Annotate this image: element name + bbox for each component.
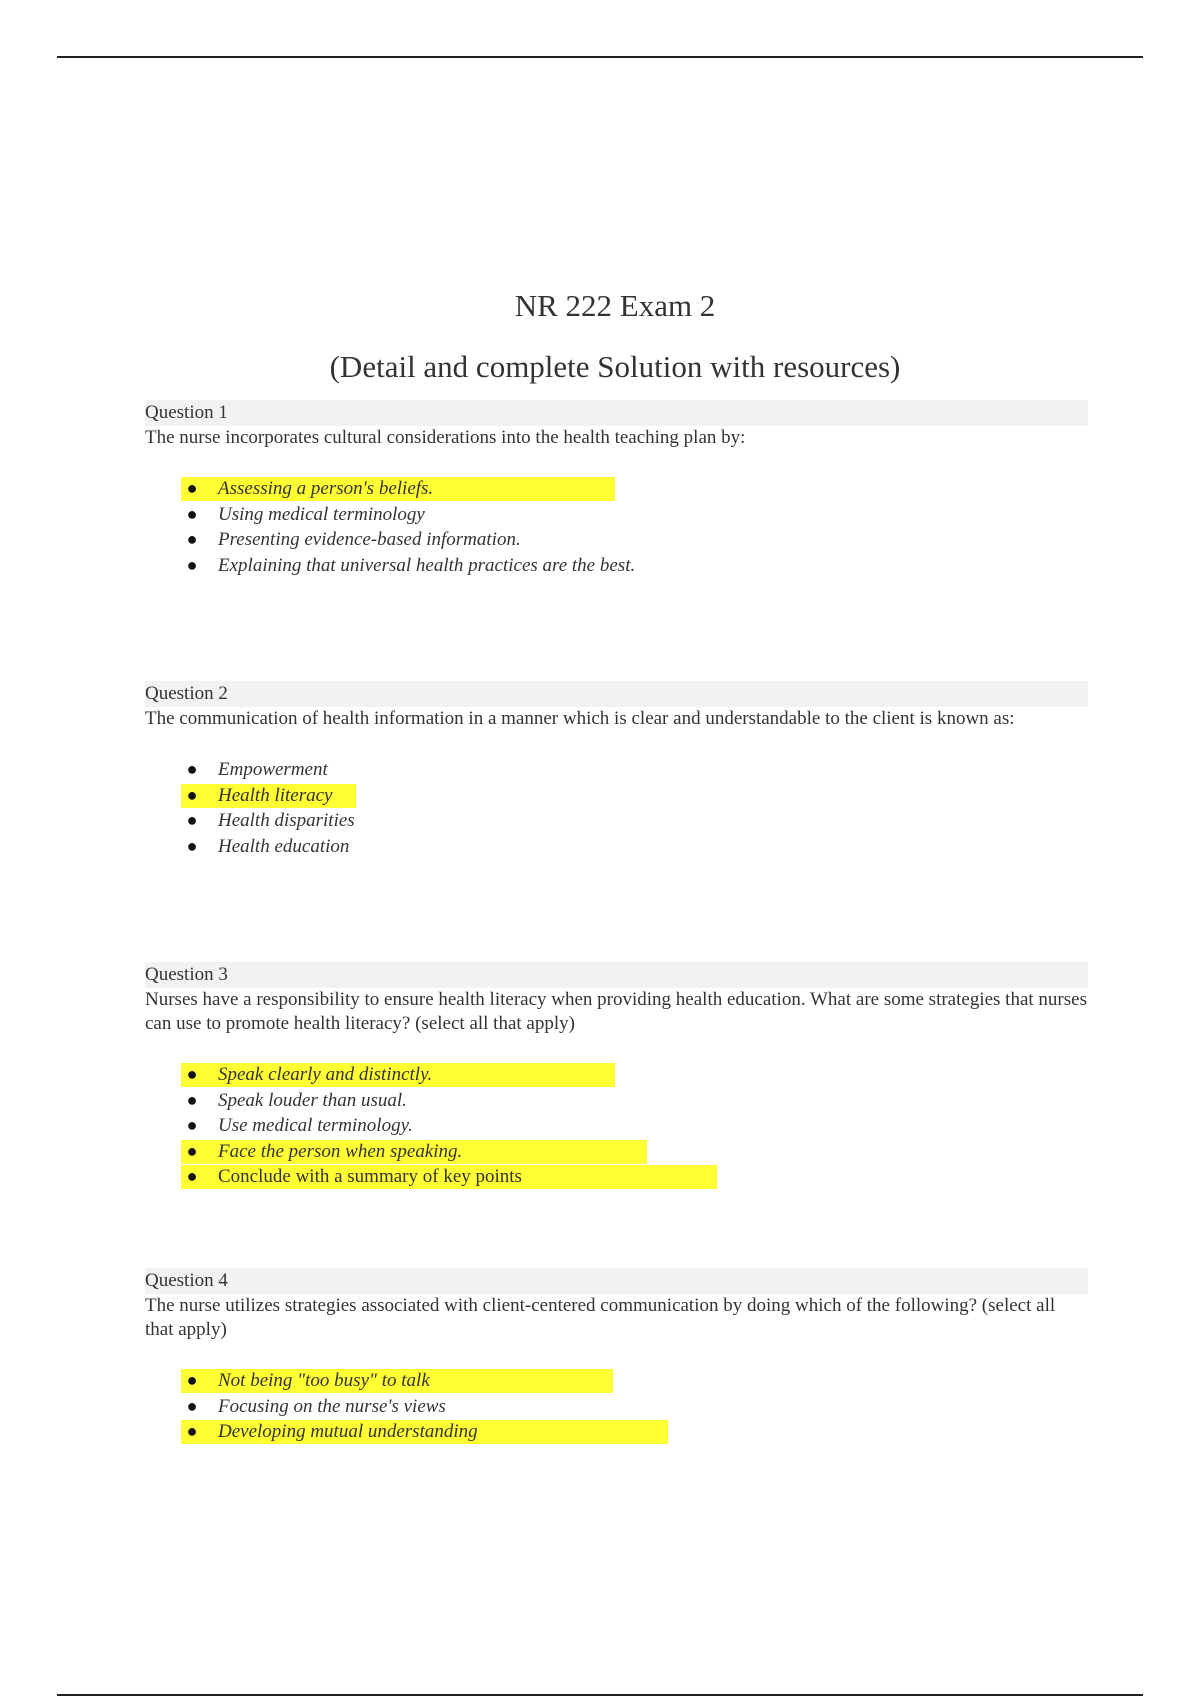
- answer-option: [145, 808, 1088, 834]
- answer-option: [145, 1164, 1088, 1190]
- question-3: [145, 962, 1088, 1190]
- question-text: Nurses have a responsibility to ensure health literacy when providing health education. What are some strategies that nurses can use to promote health literacy? (select all that apply): [145, 989, 1087, 1034]
- bullet-icon: ●: [186, 478, 198, 498]
- answer-label: Focusing on the nurse's views: [218, 1395, 446, 1417]
- answer-label: Developing mutual understanding: [218, 1421, 478, 1442]
- answer-label: Health education: [218, 835, 350, 857]
- answer-option: [145, 476, 1088, 502]
- answer-label: Conclude with a summary of key points: [218, 1166, 522, 1187]
- answer-label: Assessing a person's beliefs.: [218, 478, 434, 499]
- bullet-icon: ●: [186, 1166, 198, 1186]
- answer-label: Face the person when speaking.: [218, 1140, 463, 1162]
- answer-option: [145, 502, 1088, 528]
- bullet-icon: ●: [186, 529, 198, 549]
- question-header: Question 2: [145, 681, 1088, 707]
- bullet-icon: ●: [186, 503, 198, 524]
- answer-option: [145, 783, 1088, 809]
- answer-option: [145, 1088, 1088, 1114]
- answer-list: [145, 476, 1088, 578]
- bullet-icon: ●: [186, 810, 198, 830]
- answer-label: Empowerment: [218, 759, 328, 780]
- answer-label: Using medical terminology: [218, 503, 425, 525]
- question-text: The nurse incorporates cultural considerations into the health teaching plan by:: [145, 427, 746, 448]
- answer-option: [145, 1139, 1088, 1165]
- answer-label: Speak louder than usual.: [218, 1089, 407, 1111]
- question-text: The communication of health information in a manner which is clear and understandable to the client is known as:: [145, 708, 1015, 729]
- bullet-icon: ●: [186, 784, 198, 805]
- bottom-rule: [57, 1694, 1143, 1696]
- document-title: NR 222 Exam 2: [514, 288, 716, 323]
- bullet-icon: ●: [186, 1370, 198, 1390]
- top-rule: [57, 56, 1143, 58]
- answer-label: Use medical terminology.: [218, 1115, 413, 1136]
- bullet-icon: ●: [186, 1395, 198, 1416]
- answer-label: Health literacy: [218, 784, 333, 806]
- answer-list: [145, 757, 1088, 859]
- answer-option: [145, 553, 1088, 579]
- answer-option: [145, 1062, 1088, 1088]
- answer-label: Health disparities: [218, 810, 355, 831]
- question-1: [145, 400, 1088, 578]
- document-subtitle: (Detail and complete Solution with resources): [329, 349, 901, 384]
- answer-label: Presenting evidence-based information.: [218, 529, 521, 550]
- bullet-icon: ●: [186, 835, 198, 856]
- answer-list: [145, 1062, 1088, 1190]
- answer-label: Speak clearly and distinctly.: [218, 1064, 433, 1085]
- answer-label: Explaining that universal health practices are the best.: [218, 554, 636, 576]
- bullet-icon: ●: [186, 1064, 198, 1084]
- answer-option: [145, 527, 1088, 553]
- question-text: The nurse utilizes strategies associated with client-centered communication by doing which of the following? (select all that apply): [145, 1295, 1056, 1340]
- question-header: Question 3: [145, 962, 1088, 988]
- bullet-icon: ●: [186, 1089, 198, 1110]
- bullet-icon: ●: [186, 1140, 198, 1161]
- question-header: Question 4: [145, 1268, 1088, 1294]
- answer-option: [145, 1394, 1088, 1420]
- bullet-icon: ●: [186, 1115, 198, 1135]
- question-header: Question 1: [145, 400, 1088, 426]
- bullet-icon: ●: [186, 554, 198, 575]
- answer-option: [145, 757, 1088, 783]
- answer-option: [145, 1113, 1088, 1139]
- answer-option: [145, 1419, 1088, 1445]
- bullet-icon: ●: [186, 759, 198, 779]
- question-2: [145, 681, 1088, 859]
- answer-label: Not being "too busy" to talk: [218, 1370, 430, 1391]
- answer-option: [145, 834, 1088, 860]
- answer-option: [145, 1368, 1088, 1394]
- answer-list: [145, 1368, 1088, 1445]
- bullet-icon: ●: [186, 1421, 198, 1441]
- question-4: [145, 1268, 1088, 1445]
